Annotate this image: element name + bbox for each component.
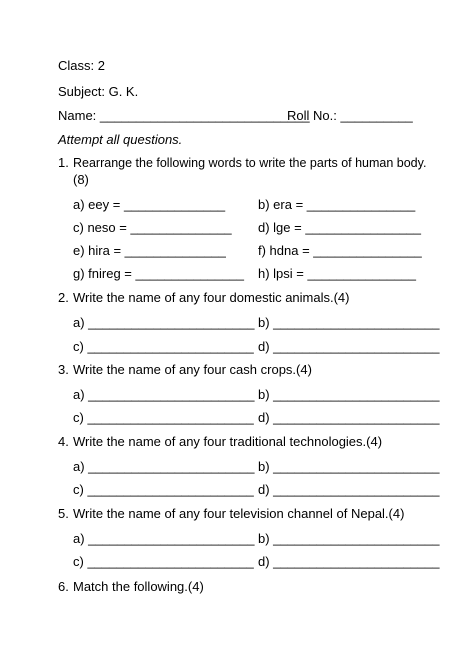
question-number: 1.	[58, 155, 69, 170]
answer-line-c: c) _______________________	[73, 554, 254, 569]
answer-line-b: b) _______________________	[258, 315, 440, 330]
question-number: 6.	[58, 579, 69, 594]
answer-line-a: a) _______________________	[73, 315, 255, 330]
question-marks: (8)	[73, 172, 89, 187]
answer-line-b: b) _______________________	[258, 387, 440, 402]
answer-line-c: c) _______________________	[73, 339, 254, 354]
question-number: 3.	[58, 362, 69, 377]
answer-line-d: d) _______________________	[258, 554, 440, 569]
answer-item-b: b) era = _______________	[258, 197, 416, 212]
answer-item-f: f) hdna = _______________	[258, 243, 422, 258]
answer-line-a: a) _______________________	[73, 459, 255, 474]
answer-line-a: a) _______________________	[73, 387, 255, 402]
question-text: Write the name of any four domestic animals.(4)	[73, 290, 350, 305]
answer-line-d: d) _______________________	[258, 482, 440, 497]
question-number: 2.	[58, 290, 69, 305]
answer-line-b: b) _______________________	[258, 531, 440, 546]
answer-item-g: g) fnireg = _______________	[73, 266, 244, 281]
answer-line-a: a) _______________________	[73, 531, 255, 546]
question-text: Write the name of any four traditional technologies.(4)	[73, 434, 383, 449]
answer-line-d: d) _______________________	[258, 339, 440, 354]
question-text: Write the name of any four cash crops.(4)	[73, 362, 312, 377]
instruction-text: Attempt all questions.	[58, 132, 183, 147]
class-label: Class: 2	[58, 58, 105, 73]
answer-item-c: c) neso = ______________	[73, 220, 232, 235]
question-number: 5.	[58, 506, 69, 521]
subject-label: Subject: G. K.	[58, 84, 139, 99]
question-number: 4.	[58, 434, 69, 449]
question-text: Write the name of any four television channel of Nepal.(4)	[73, 506, 405, 521]
answer-item-h: h) lpsi = _______________	[258, 266, 416, 281]
question-text: Rearrange the following words to write the parts of human body.	[73, 156, 427, 170]
answer-line-d: d) _______________________	[258, 410, 440, 425]
answer-line-b: b) _______________________	[258, 459, 440, 474]
answer-item-e: e) hira = ______________	[73, 243, 226, 258]
answer-item-a: a) eey = ______________	[73, 197, 226, 212]
answer-line-c: c) _______________________	[73, 410, 254, 425]
roll-number-field-line: Roll No.: __________	[287, 108, 413, 123]
name-field-line: Name: _____________________________	[58, 108, 310, 123]
question-text: Match the following.(4)	[73, 579, 204, 594]
answer-line-c: c) _______________________	[73, 482, 254, 497]
answer-item-d: d) lge = ________________	[258, 220, 422, 235]
